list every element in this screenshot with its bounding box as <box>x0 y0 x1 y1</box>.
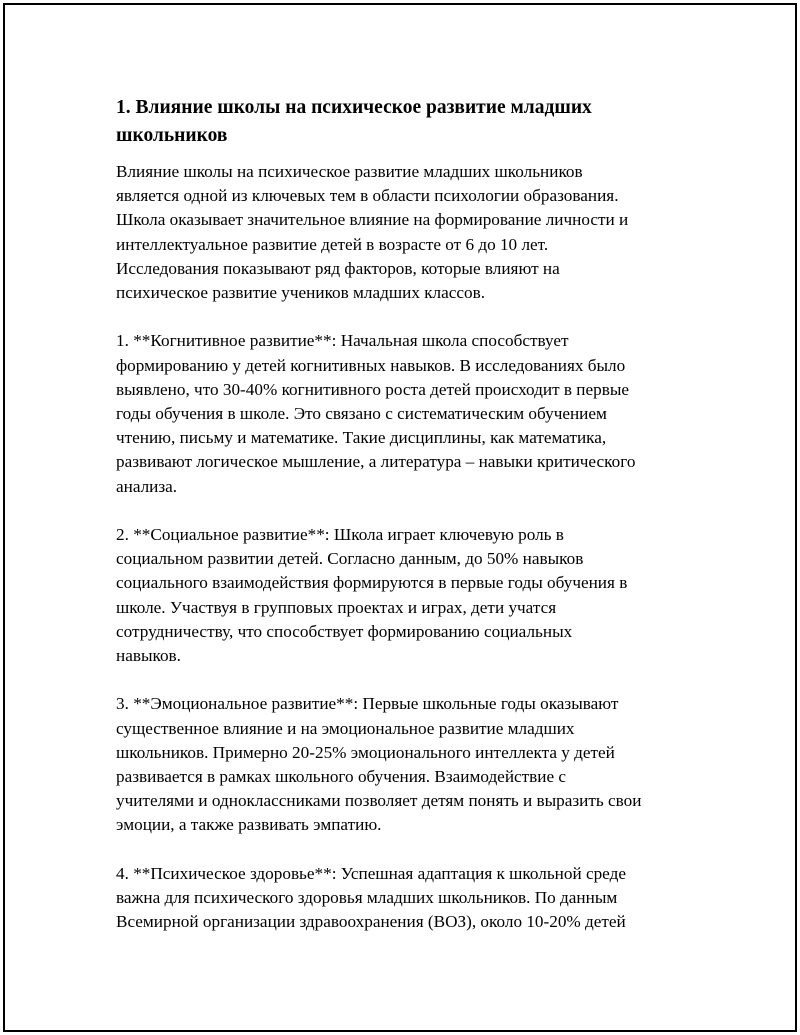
text-line: 2. **Социальное развитие**: Школа играет ключевую роль в <box>116 525 564 545</box>
text-line: развивается в рамках школьного обучения. Взаимодействие с <box>116 767 567 787</box>
text-line: 4. **Психическое здоровье**: Успешная адаптация к школьной среде <box>116 863 626 883</box>
paragraph-gap <box>116 499 706 523</box>
text-line: Всемирной организации здравоохранения (ВОЗ), около 10-20% детей <box>116 912 626 932</box>
text-line: 1. **Когнитивное развитие**: Начальная школа способствует <box>116 331 569 351</box>
text-line: социального взаимодействия формируются в первые годы обучения в <box>116 573 628 593</box>
emotional-development-paragraph <box>116 692 706 837</box>
text-line: сотрудничеству, что способствует формированию социальных <box>116 621 573 641</box>
text-line: школьников. Примерно 20-25% эмоционального интеллекта у детей <box>116 742 615 762</box>
document-body <box>116 94 706 934</box>
text-line: навыков. <box>116 646 181 666</box>
text-line: является одной из ключевых тем в области психологии образования. <box>116 186 619 206</box>
social-development-paragraph <box>116 523 706 668</box>
text-line: школе. Участвуя в групповых проектах и играх, дети учатся <box>116 597 557 617</box>
intro-paragraph <box>116 160 706 305</box>
text-line: существенное влияние и на эмоциональное развитие младших <box>116 718 575 738</box>
paragraph-gap <box>116 305 706 329</box>
text-line: 3. **Эмоциональное развитие**: Первые школьные годы оказывают <box>116 694 619 714</box>
title-line: 1. Влияние школы на психическое развитие младших <box>116 97 592 118</box>
title-line: школьников <box>116 125 228 146</box>
cognitive-development-paragraph <box>116 329 706 498</box>
text-line: анализа. <box>116 476 178 496</box>
text-line: учителями и одноклассниками позволяет детям понять и выразить свои <box>116 791 642 811</box>
text-line: интеллектуальное развитие детей в возрасте от 6 до 10 лет. <box>116 234 549 254</box>
text-line: годы обучения в школе. Это связано с систематическим обучением <box>116 404 607 424</box>
text-line: психическое развитие учеников младших классов. <box>116 283 486 303</box>
mental-health-paragraph <box>116 862 706 935</box>
text-line: Влияние школы на психическое развитие младших школьников <box>116 162 583 181</box>
paragraph-gap <box>116 838 706 862</box>
text-line: важна для психического здоровья младших школьников. По данным <box>116 888 618 908</box>
text-line: Школа оказывает значительное влияние на формирование личности и <box>116 210 629 230</box>
paragraph-gap <box>116 668 706 692</box>
text-line: формированию у детей когнитивных навыков. В исследованиях было <box>116 355 626 375</box>
text-line: чтению, письму и математике. Такие дисциплины, как математика, <box>116 428 607 448</box>
text-line: эмоции, а также развивать эмпатию. <box>116 815 382 835</box>
text-line: социальном развитии детей. Согласно данным, до 50% навыков <box>116 549 584 569</box>
text-line: развивают логическое мышление, а литература – навыки критического <box>116 452 636 472</box>
text-line: выявлено, что 30-40% когнитивного роста детей происходит в первые <box>116 379 630 399</box>
text-line: Исследования показывают ряд факторов, которые влияют на <box>116 258 560 278</box>
section-title <box>116 94 706 150</box>
